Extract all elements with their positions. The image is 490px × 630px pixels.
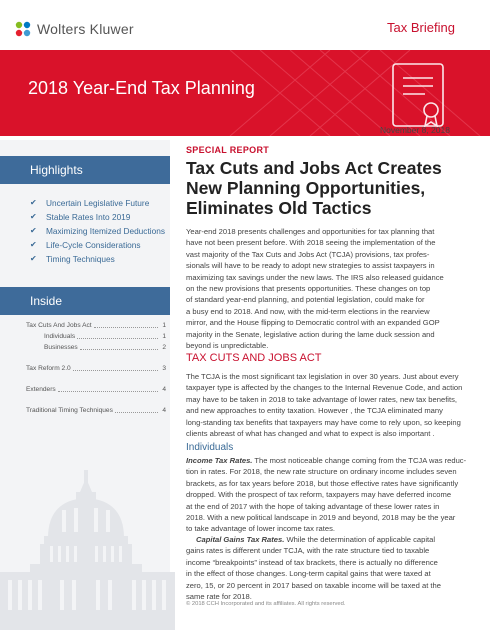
article-headline: Tax Cuts and Jobs Act Creates New Planning Opportunities, Eliminates Old Tactics — [186, 158, 442, 218]
title-banner — [0, 50, 490, 136]
toc-entry[interactable]: Individuals 1 — [44, 333, 166, 340]
checkmark-icon: ✔ — [30, 198, 37, 207]
toc-entry[interactable]: Traditional Timing Techniques 4 — [26, 407, 166, 414]
wolters-kluwer-logo-icon — [14, 20, 32, 38]
table-of-contents — [26, 320, 166, 416]
highlight-item: ✔ Timing Techniques — [30, 254, 115, 264]
checkmark-icon: ✔ — [30, 254, 37, 263]
toc-entry[interactable]: Extenders 4 — [26, 386, 166, 393]
toc-entry[interactable]: Businesses 2 — [44, 344, 166, 351]
checkmark-icon: ✔ — [30, 212, 37, 221]
capital-gains-paragraph: Capital Gains Tax Rates. While the determination of applicable capital gains rates is different under TCJA, with the rate structure tied to taxable income “breakpoints” instead of tax brackets, there is actually no difference in the effect of those changes. Long-term capital gains that were taxed at zero, 15, or 20 percent in 2017 based on taxable income will be taxed at the same rate for 2018. — [186, 535, 441, 602]
article-kicker: SPECIAL REPORT — [186, 145, 270, 155]
tcja-paragraph: The TCJA is the most significant tax legislation in over 30 years. Just about every taxpayer type is affected by the changes to the Internal Revenue Code, and action may have to be taken in 2018 to take advantage of lower rates, new tax benefits, and new approaches to entity taxation. However , the TCJA eliminated many long-standing tax benefits that taxpayers may have come to rely upon, so keeping clients abreast of what has changed and what to expect is also important . — [186, 372, 463, 439]
section-heading: TAX CUTS AND JOBS ACT — [186, 352, 322, 364]
capital-gains-lead: Capital Gains Tax Rates. — [196, 535, 285, 544]
certificate-icon — [385, 58, 455, 132]
highlight-item: ✔ Maximizing Itemized Deductions — [30, 226, 165, 236]
issue-date: November 8, 2018 — [380, 125, 450, 135]
highlights-list — [30, 196, 168, 266]
highlights-title: Highlights — [30, 163, 83, 177]
brand-name: Wolters Kluwer — [37, 21, 134, 37]
highlight-item: ✔ Life-Cycle Considerations — [30, 240, 141, 250]
income-tax-paragraph: Income Tax Rates. The most noticeable change coming from the TCJA was reduc- tion in rates. For 2018, the new rate structure on ordinary income includes seven brackets, as for tax years before 2018, but those effective rates have significantly dropped. With the prospect of tax reform, taxpayers may have deferred income at the end of 2017 with the hope of taking advantage of these lower rates in 2018. With a new political landscape in 2019 and beyond, 2018 may be the year to take advantage of lower income tax rates. — [186, 456, 467, 534]
brand-logo — [14, 20, 134, 38]
checkmark-icon: ✔ — [30, 226, 37, 235]
toc-entry[interactable]: Tax Reform 2.0 3 — [26, 365, 166, 372]
income-tax-lead: Income Tax Rates. — [186, 456, 253, 465]
inside-title: Inside — [30, 294, 63, 308]
checkmark-icon: ✔ — [30, 240, 37, 249]
copyright-notice: © 2018 CCH Incorporated and its affiliates. All rights reserved. — [186, 601, 346, 607]
highlight-item: ✔ Stable Rates Into 2019 — [30, 212, 131, 222]
publication-name: Tax Briefing — [387, 20, 455, 35]
banner-title: 2018 Year-End Tax Planning — [28, 78, 255, 98]
highlights-header — [0, 156, 170, 184]
toc-entry[interactable]: Tax Cuts And Jobs Act 1 — [26, 322, 166, 329]
intro-paragraph: Year-end 2018 presents challenges and opportunities for tax planning that have not been present before. With 2018 seeing the implementation of the vast majority of the Tax Cuts and Jobs Act (TCJA) provisions, tax profes- sionals will have to be ready to adopt new strategies to assist taxpayers in maximizing tax savings under the new laws. The IRS also released guidance on the new provisions that presents opportunities. These changes on top of standard year-end planning, and potential legislation, could make for a busy end to 2018. And now, with the mid-term elections in the rearview mirror, and the House flipping to Democratic control with an expanded GOP majority in the Senate, legislative action during the lame duck session and beyond is unpredictable. — [186, 227, 444, 351]
inside-header — [0, 287, 170, 315]
capitol-building-illustration — [0, 470, 175, 630]
subsection-heading: Individuals — [186, 442, 234, 453]
highlight-item: ✔ Uncertain Legislative Future — [30, 198, 150, 208]
